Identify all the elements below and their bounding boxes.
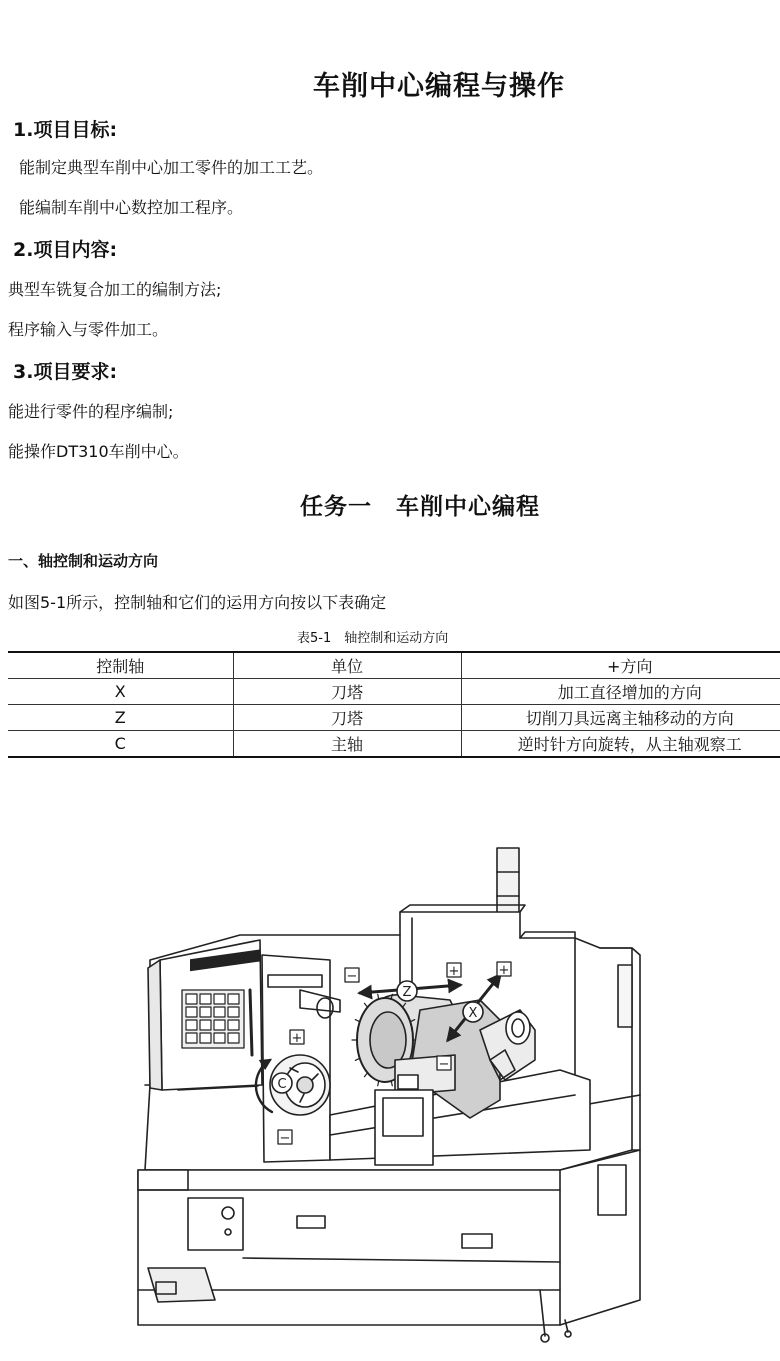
plus-sign: + <box>291 1031 303 1046</box>
requirement-item: 能操作DT310车削中心。 <box>8 442 189 461</box>
plus-sign: + <box>498 963 510 978</box>
table-header-row <box>8 652 780 679</box>
control-key <box>200 994 211 1004</box>
page-title: 车削中心编程与操作 <box>313 71 565 102</box>
table-row <box>8 731 780 758</box>
control-key <box>214 1020 225 1030</box>
control-key <box>228 1033 239 1043</box>
control-key <box>186 1007 197 1017</box>
table-cell: 切削刀具远离主轴移动的方向 <box>461 705 780 731</box>
task-title: 任务一 车削中心编程 <box>300 494 540 520</box>
table-cell: X <box>8 679 233 705</box>
machine-base <box>138 1150 640 1342</box>
table-header-cell: +方向 <box>461 652 780 679</box>
table-row <box>8 705 780 731</box>
minus-sign: − <box>438 1057 450 1072</box>
table-cell: Z <box>8 705 233 731</box>
subsection-heading: 一、轴控制和运动方向 <box>8 552 159 570</box>
axis-z-label: Z <box>402 985 412 1000</box>
control-key <box>200 1033 211 1043</box>
content-item: 典型车铣复合加工的编制方法; <box>8 280 222 299</box>
control-key <box>186 1020 197 1030</box>
goal-item: 能制定典型车削中心加工零件的加工工艺。 <box>19 158 324 177</box>
content-item: 程序输入与零件加工。 <box>8 320 169 339</box>
section-heading-goals: 1.项目目标: <box>13 119 118 141</box>
axis-c-label: C <box>277 1077 287 1092</box>
plus-sign: + <box>448 964 460 979</box>
lathe-machine-figure <box>120 840 660 1345</box>
axis-control-table <box>8 651 780 758</box>
control-key <box>186 994 197 1004</box>
table-header-cell: 单位 <box>233 652 461 679</box>
table-cell: 刀塔 <box>233 679 461 705</box>
section-heading-requirements: 3.项目要求: <box>13 361 118 383</box>
requirement-item: 能进行零件的程序编制; <box>8 402 174 421</box>
table-cell: 逆时针方向旋转，从主轴观察工 <box>461 731 780 758</box>
table-cell: C <box>8 731 233 758</box>
control-key <box>228 1007 239 1017</box>
axis-x-label: X <box>468 1006 478 1021</box>
goal-item: 能编制车削中心数控加工程序。 <box>19 198 244 217</box>
control-key <box>200 1020 211 1030</box>
control-key <box>228 994 239 1004</box>
table-caption: 表5-1 轴控制和运动方向 <box>297 631 449 646</box>
minus-sign: − <box>346 969 358 984</box>
control-panel <box>148 940 262 1090</box>
table-cell: 主轴 <box>233 731 461 758</box>
minus-sign: − <box>279 1131 291 1146</box>
table-cell: 加工直径增加的方向 <box>461 679 780 705</box>
table-header-cell: 控制轴 <box>8 652 233 679</box>
control-key <box>200 1007 211 1017</box>
control-key <box>214 1033 225 1043</box>
table-cell: 刀塔 <box>233 705 461 731</box>
control-key <box>186 1033 197 1043</box>
control-key <box>214 994 225 1004</box>
control-key <box>214 1007 225 1017</box>
intro-paragraph: 如图5-1所示，控制轴和它们的运用方向按以下表确定 <box>8 593 387 612</box>
section-heading-content: 2.项目内容: <box>13 239 118 261</box>
table-row <box>8 679 780 705</box>
control-key <box>228 1020 239 1030</box>
